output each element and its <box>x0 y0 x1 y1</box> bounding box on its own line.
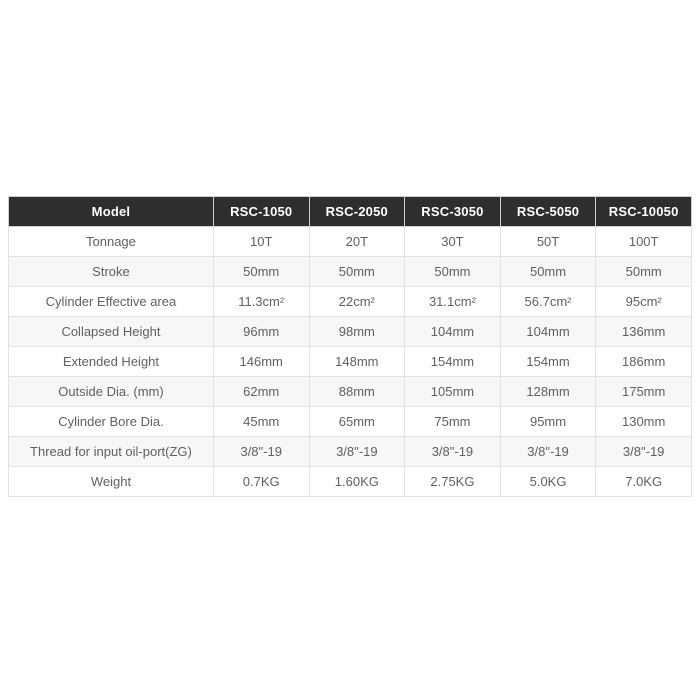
value-cell: 75mm <box>405 407 501 437</box>
header-cell-rsc-10050: RSC-10050 <box>596 197 692 227</box>
value-cell: 104mm <box>500 317 596 347</box>
value-cell: 50mm <box>405 257 501 287</box>
value-cell: 56.7cm² <box>500 287 596 317</box>
value-cell: 45mm <box>213 407 309 437</box>
row-label: Stroke <box>9 257 214 287</box>
table-row <box>9 317 692 347</box>
value-cell: 0.7KG <box>213 467 309 497</box>
value-cell: 186mm <box>596 347 692 377</box>
value-cell: 148mm <box>309 347 405 377</box>
value-cell: 95cm² <box>596 287 692 317</box>
specifications-table <box>8 196 692 497</box>
header-cell-rsc-3050: RSC-3050 <box>405 197 501 227</box>
value-cell: 154mm <box>500 347 596 377</box>
value-cell: 3/8"-19 <box>213 437 309 467</box>
table-header-row <box>9 197 692 227</box>
value-cell: 20T <box>309 227 405 257</box>
table-row <box>9 347 692 377</box>
row-label: Extended Height <box>9 347 214 377</box>
value-cell: 30T <box>405 227 501 257</box>
value-cell: 95mm <box>500 407 596 437</box>
row-label: Tonnage <box>9 227 214 257</box>
value-cell: 50mm <box>309 257 405 287</box>
row-label: Thread for input oil-port(ZG) <box>9 437 214 467</box>
value-cell: 50mm <box>596 257 692 287</box>
value-cell: 2.75KG <box>405 467 501 497</box>
header-cell-rsc-5050: RSC-5050 <box>500 197 596 227</box>
value-cell: 146mm <box>213 347 309 377</box>
row-label: Weight <box>9 467 214 497</box>
row-label: Collapsed Height <box>9 317 214 347</box>
value-cell: 3/8"-19 <box>309 437 405 467</box>
value-cell: 3/8"-19 <box>500 437 596 467</box>
header-cell-rsc-2050: RSC-2050 <box>309 197 405 227</box>
table-row <box>9 467 692 497</box>
value-cell: 3/8"-19 <box>596 437 692 467</box>
value-cell: 104mm <box>405 317 501 347</box>
row-label: Cylinder Effective area <box>9 287 214 317</box>
value-cell: 100T <box>596 227 692 257</box>
value-cell: 96mm <box>213 317 309 347</box>
value-cell: 7.0KG <box>596 467 692 497</box>
value-cell: 128mm <box>500 377 596 407</box>
value-cell: 154mm <box>405 347 501 377</box>
value-cell: 22cm² <box>309 287 405 317</box>
value-cell: 98mm <box>309 317 405 347</box>
row-label: Outside Dia. (mm) <box>9 377 214 407</box>
value-cell: 3/8"-19 <box>405 437 501 467</box>
table-row <box>9 227 692 257</box>
value-cell: 11.3cm² <box>213 287 309 317</box>
value-cell: 105mm <box>405 377 501 407</box>
value-cell: 136mm <box>596 317 692 347</box>
table-row <box>9 287 692 317</box>
table-row <box>9 407 692 437</box>
value-cell: 130mm <box>596 407 692 437</box>
table-row <box>9 437 692 467</box>
value-cell: 31.1cm² <box>405 287 501 317</box>
value-cell: 50mm <box>213 257 309 287</box>
value-cell: 10T <box>213 227 309 257</box>
value-cell: 1.60KG <box>309 467 405 497</box>
value-cell: 62mm <box>213 377 309 407</box>
value-cell: 5.0KG <box>500 467 596 497</box>
row-label: Cylinder Bore Dia. <box>9 407 214 437</box>
table-row <box>9 377 692 407</box>
value-cell: 50T <box>500 227 596 257</box>
specifications-table-container <box>8 196 692 497</box>
header-cell-rsc-1050: RSC-1050 <box>213 197 309 227</box>
table-row <box>9 257 692 287</box>
value-cell: 175mm <box>596 377 692 407</box>
value-cell: 88mm <box>309 377 405 407</box>
header-cell-model: Model <box>9 197 214 227</box>
value-cell: 50mm <box>500 257 596 287</box>
value-cell: 65mm <box>309 407 405 437</box>
